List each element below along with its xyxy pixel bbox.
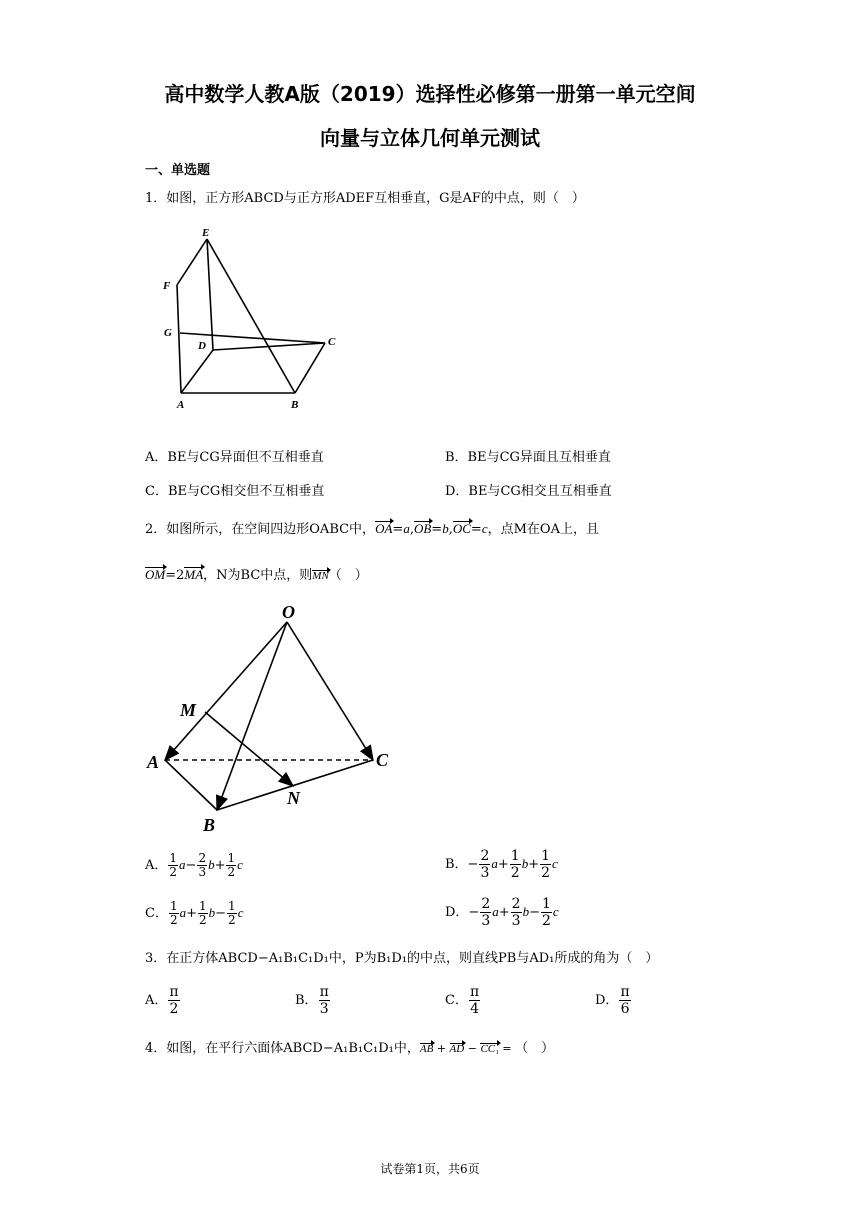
q2-stem-line1 [145,518,599,537]
page-footer: 试卷第1页，共6页 [380,1162,480,1176]
q2-label-m: M [180,700,197,720]
q2-label-o: O [282,602,295,622]
q4-vector-expr: AB + AD − CC₁ = [419,1042,516,1055]
q2-label-n: N [287,788,300,808]
q2-label-c: C [376,750,389,770]
q2-figure [145,600,405,835]
section-heading: 一、单选题 [145,163,211,178]
q2-option-c[interactable]: C． $\frac{1}{2}$ a+ $\frac{1}{2}$ b− $\frac{1}{2}$ c [145,899,244,927]
q3-option-b[interactable]: B． $\frac{\pi}{3}$ [295,984,329,1017]
q1-figure [160,225,360,415]
q2-vector-defs: OA=a,OB=b,OC=c [375,521,488,537]
q2-stem-line2 [145,564,368,583]
q1-label-d: D [198,340,206,352]
q3-option-d[interactable]: D． $\frac{\pi}{6}$ [595,984,630,1017]
q2-vector-mn: MN [312,570,329,582]
q1-option-a[interactable]: A．BE与CG异面但不互相垂直 [145,450,324,465]
q2-option-b[interactable]: B．− $\frac{2}{3}$ a+ $\frac{1}{2}$ b+ $\frac{1}{2}$ c [445,848,558,881]
q1-label-f: F [163,280,171,292]
q2-vector-om: OM=2MA [145,567,204,583]
q4-stem-post: （ ） [515,1041,555,1056]
q1-option-c[interactable]: C．BE与CG相交但不互相垂直 [145,484,325,499]
q1-stem: 1．如图，正方形ABCD与正方形ADEF互相垂直，G是AF的中点，则（ ） [145,191,585,206]
q3-stem: 3．在正方体ABCD−A₁B₁C₁D₁中，P为B₁D₁的中点，则直线PB与AD₁所成的角为（ ） [145,951,659,966]
q4-stem-pre: 4．如图，在平行六面体ABCD−A₁B₁C₁D₁中， [145,1041,420,1056]
q2-option-a[interactable]: A． $\frac{1}{2}$ a− $\frac{2}{3}$ b+ $\frac{1}{2}$ c [145,851,243,879]
q1-label-g: G [164,327,172,339]
q2-option-d[interactable]: D．− $\frac{2}{3}$ a+ $\frac{2}{3}$ b− $\frac{1}{2}$ c [445,896,559,929]
q1-option-d[interactable]: D．BE与CG相交且互相垂直 [445,484,612,499]
page-title-line1: 高中数学人教A版（2019）选择性必修第一册第一单元空间 [164,82,696,106]
q1-label-b: B [291,399,299,411]
q2-label-a: A [147,752,160,772]
q3-option-c[interactable]: C． $\frac{\pi}{4}$ [445,984,480,1017]
q2-stem2-post: ，N为BC中点，则 [203,568,313,583]
q1-label-a: A [177,399,185,411]
page-title-line2: 向量与立体几何单元测试 [320,126,540,150]
q1-label-e: E [202,227,210,239]
q2-stem-pre: 2．如图所示，在空间四边形OABC中， [145,522,376,537]
q2-stem-post: ，点M在OA上，且 [487,522,599,537]
q1-label-c: C [328,336,336,348]
q2-label-b: B [203,815,216,835]
q2-stem2-end: （ ） [328,568,368,583]
q3-option-a[interactable]: A． $\frac{\pi}{2}$ [145,984,179,1017]
q1-option-b[interactable]: B．BE与CG异面且互相垂直 [445,450,611,465]
q4-stem [145,1037,554,1056]
